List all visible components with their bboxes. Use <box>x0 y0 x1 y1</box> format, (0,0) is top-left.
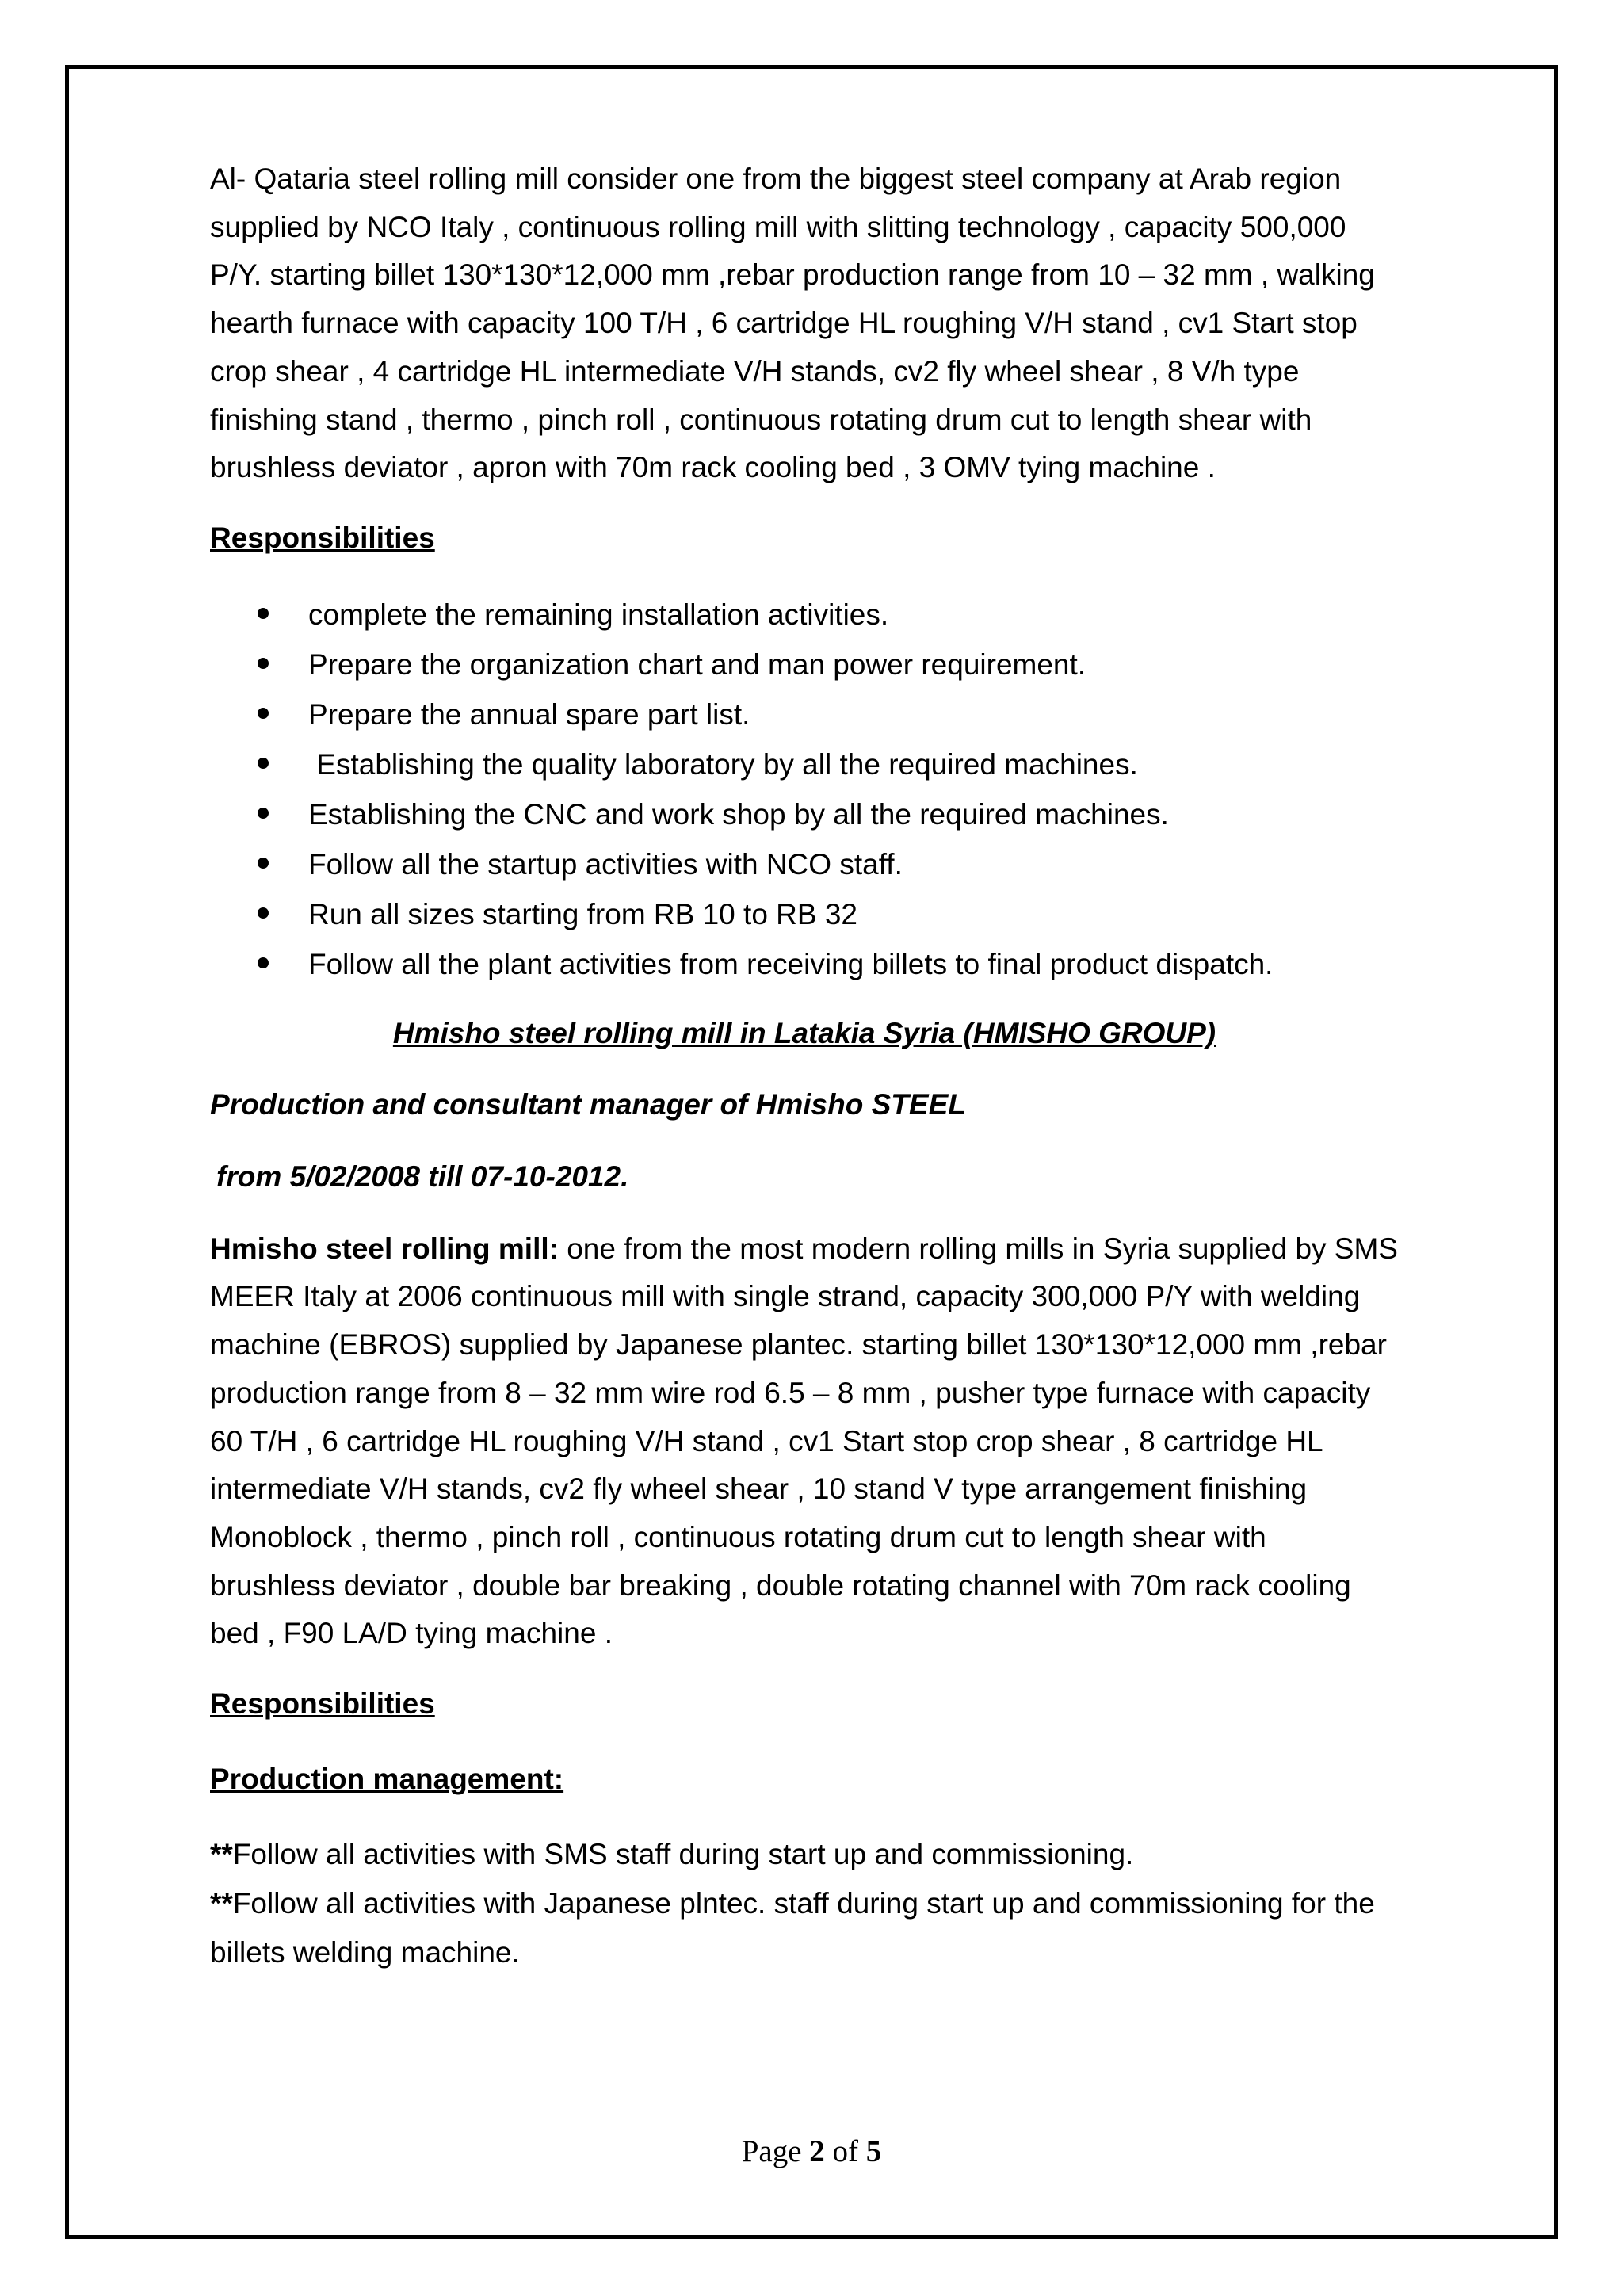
bullet-icon <box>258 858 269 869</box>
bullet-icon <box>258 808 269 819</box>
bullet-icon <box>258 907 269 919</box>
list-item: Run all sizes starting from RB 10 to RB 32 <box>210 889 1399 939</box>
list-item: Follow all the plant activities from receiving billets to final product dispatch. <box>210 939 1399 989</box>
current-page: 2 <box>809 2134 825 2168</box>
description-text: one from the most modern rolling mills in Syria supplied by SMS MEER Italy at 2006 continuous mill with single strand, capacity 300,000 P/Y with welding machine (EBROS) supplied by Japanese plantec. starting billet 130*130*12,000 mm ,rebar production range from 8 – 32 mm wire rod 6.5 – 8 mm , pusher type furnace with capacity 60 T/H , 6 cartridge HL roughing V/H stand , cv1 Start stop crop shear , 8 cartridge HL intermediate V/H stands, cv2 fly wheel shear , 10 stand V type arrangement finishing Monoblock , thermo , pinch roll , continuous rotating drum cut to length shear with brushless deviator , double bar breaking , double rotating channel with 70m rack cooling bed , F90 LA/D tying machine . <box>210 1232 1398 1650</box>
note-item: **Follow all activities with Japanese plntec. staff during start up and commissioning for the billets welding machine. <box>210 1887 1375 1969</box>
bullet-icon <box>258 758 269 769</box>
job-dates: from 5/02/2008 till 07-10-2012. <box>216 1160 629 1194</box>
description-label: Hmisho steel rolling mill: <box>210 1232 559 1265</box>
page-footer: Page 2 of 5 <box>741 2134 882 2168</box>
total-pages: 5 <box>865 2134 882 2168</box>
company-description <box>210 1225 1399 1658</box>
production-management-heading: Production management: <box>210 1762 564 1795</box>
responsibilities-heading-2: Responsibilities <box>210 1687 435 1721</box>
notes-list <box>210 1830 1399 1977</box>
responsibilities-heading: Responsibilities <box>210 521 435 554</box>
list-item: Prepare the annual spare part list. <box>210 690 1399 739</box>
job-role: Production and consultant manager of Hmisho STEEL <box>210 1088 966 1121</box>
note-item: **Follow all activities with SMS staff during start up and commissioning. <box>210 1838 1134 1871</box>
bullet-icon <box>258 608 269 619</box>
document-body <box>210 155 1399 1977</box>
section-title: Hmisho steel rolling mill in Latakia Syria (HMISHO GROUP) <box>392 1016 1216 1049</box>
bullet-icon <box>258 658 269 669</box>
list-item: complete the remaining installation activities. <box>210 590 1399 640</box>
list-item: Establishing the quality laboratory by all the required machines. <box>210 739 1399 789</box>
list-item: Follow all the startup activities with NCO staff. <box>210 839 1399 889</box>
intro-paragraph: Al- Qataria steel rolling mill consider one from the biggest steel company at Arab region supplied by NCO Italy , continuous rolling mill with slitting technology , capacity 500,000 P/Y. starting billet 130*130*12,000 mm ,rebar production range from 10 – 32 mm , walking hearth furnace with capacity 100 T/H , 6 cartridge HL roughing V/H stand , cv1 Start stop crop shear , 4 cartridge HL intermediate V/H stands, cv2 fly wheel shear , 8 V/h type finishing stand , thermo , pinch roll , continuous rotating drum cut to length shear with brushless deviator , apron with 70m rack cooling bed , 3 OMV tying machine . <box>210 162 1375 484</box>
list-item: Prepare the organization chart and man power requirement. <box>210 640 1399 690</box>
bullet-icon <box>258 708 269 719</box>
responsibilities-list <box>210 590 1399 989</box>
list-item: Establishing the CNC and work shop by all the required machines. <box>210 789 1399 839</box>
bullet-icon <box>258 957 269 968</box>
